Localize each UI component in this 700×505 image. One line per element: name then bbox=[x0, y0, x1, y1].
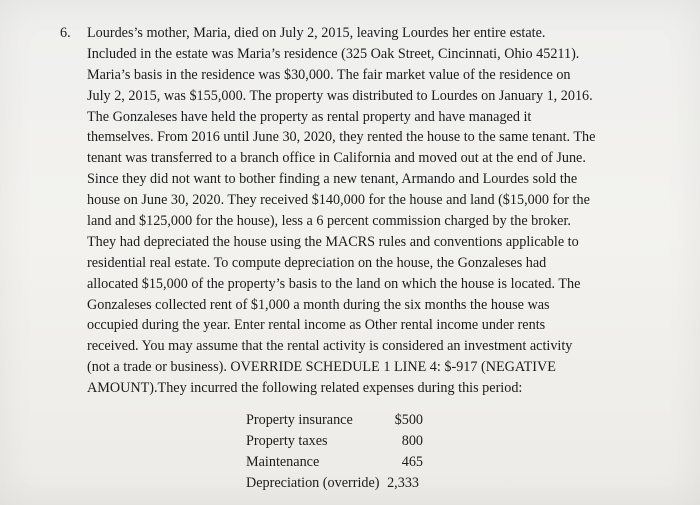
expense-amount: 2,333 bbox=[387, 475, 419, 491]
text-line: July 2, 2015, was $155,000. The property was distributed to Lourdes on January 1, 2016. bbox=[87, 87, 593, 104]
expense-row-maintenance bbox=[246, 452, 423, 473]
expenses-table bbox=[246, 410, 423, 494]
text-line: occupied during the year. Enter rental income as Other rental income under rents bbox=[87, 317, 546, 334]
text-line: Since they did not want to bother finding a new tenant, Armando and Lourdes sold the bbox=[87, 171, 578, 188]
text-line: land and $125,000 for the house), less a 6 percent commission charged by the broker. bbox=[87, 213, 571, 230]
text-line: The Gonzaleses have held the property as rental property and have managed it bbox=[87, 108, 532, 125]
text-line: Gonzaleses collected rent of $1,000 a month during the six months the house was bbox=[87, 296, 550, 313]
expense-row-depreciation bbox=[246, 473, 423, 494]
text-line: (not a trade or business). OVERRIDE SCHEDULE 1 LINE 4: $-917 (NEGATIVE bbox=[87, 359, 556, 376]
expense-amount: 800 bbox=[401, 433, 423, 449]
text-line: They had depreciated the house using the MACRS rules and conventions applicable to bbox=[87, 233, 579, 250]
text-line: tenant was transferred to a branch office in California and moved out at the end of June. bbox=[87, 150, 586, 167]
expense-label: Property taxes bbox=[246, 433, 328, 449]
expense-row-property-insurance bbox=[246, 410, 423, 431]
expense-amount: $500 bbox=[394, 412, 423, 428]
text-line: Lourdes’s mother, Maria, died on July 2, 2015, leaving Lourdes her entire estate. bbox=[87, 25, 546, 41]
text-line: house on June 30, 2020. They received $140,000 for the house and land ($15,000 for the bbox=[87, 192, 590, 209]
expense-label: Maintenance bbox=[246, 454, 320, 470]
expense-label: Property insurance bbox=[246, 412, 353, 428]
text-line: Maria’s basis in the residence was $30,000. The fair market value of the residence on bbox=[87, 66, 571, 83]
expense-label: Depreciation (override) bbox=[246, 475, 380, 491]
expense-amount: 465 bbox=[401, 454, 423, 470]
problem-number: 6. bbox=[60, 25, 71, 41]
text-line: residential real estate. To compute depreciation on the house, the Gonzaleses had bbox=[87, 254, 547, 271]
text-line: allocated $15,000 of the property’s basis to the land on which the house is located. The bbox=[87, 275, 581, 292]
text-line: received. You may assume that the rental activity is considered an investment activity bbox=[87, 338, 573, 355]
problem-text bbox=[87, 23, 595, 399]
text-line: Included in the estate was Maria’s residence (325 Oak Street, Cincinnati, Ohio 45211). bbox=[87, 45, 580, 62]
expense-row-property-taxes bbox=[246, 431, 423, 452]
text-line: AMOUNT).They incurred the following related expenses during this period: bbox=[87, 380, 523, 397]
text-line: themselves. From 2016 until June 30, 2020, they rented the house to the same tenant. The bbox=[87, 129, 596, 146]
